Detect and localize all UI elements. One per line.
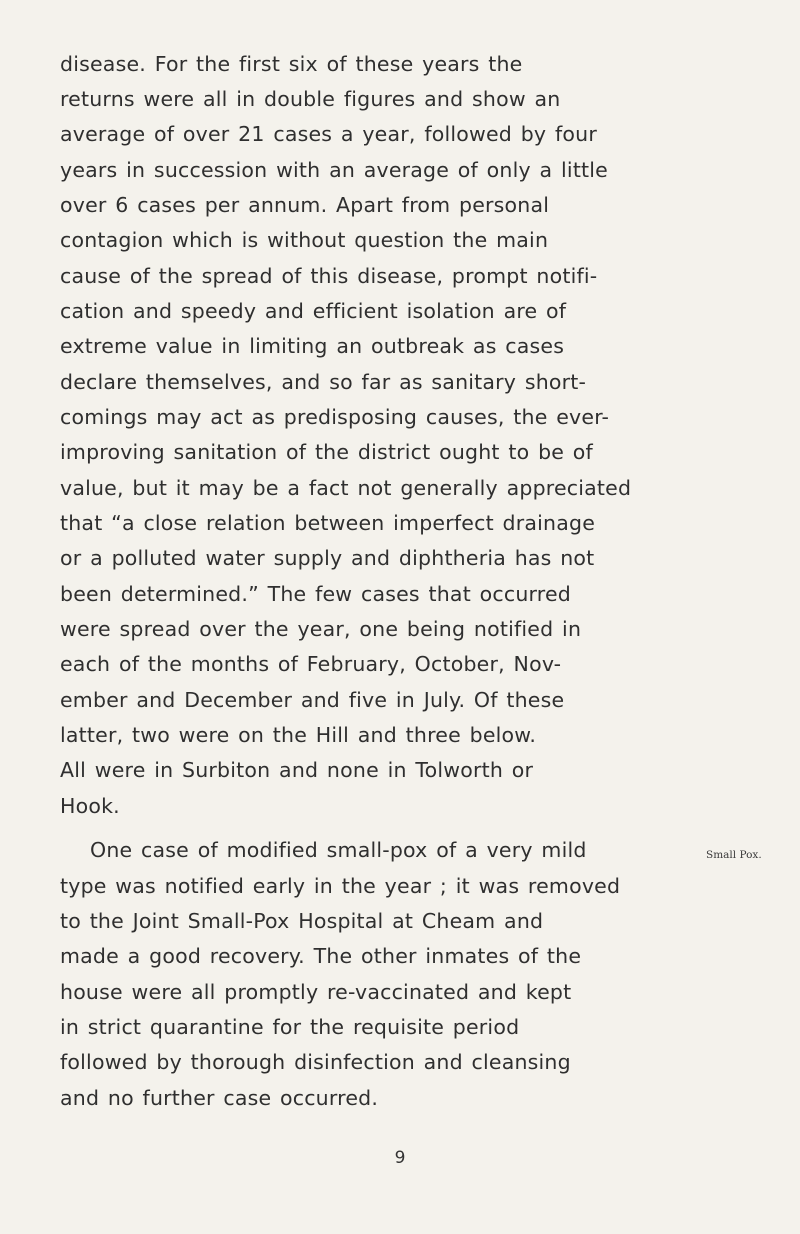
text-line: that “a close relation between imperfect drainage — [60, 511, 596, 535]
text-line: improving sanitation of the district ought to be of — [60, 440, 593, 464]
text-line: value, but it may be a fact not generally appreciated — [60, 476, 632, 500]
text-line: to the Joint Small-Pox Hospital at Cheam and — [60, 909, 544, 933]
text-line: years in succession with an average of only a little — [60, 158, 608, 182]
text-line: been determined.” The few cases that occurred — [60, 582, 571, 606]
text-line: returns were all in double figures and show an — [60, 87, 561, 111]
text-line: type was notified early in the year ; it was removed — [60, 874, 621, 898]
text-line: made a good recovery. The other inmates of the — [60, 944, 582, 968]
text-line: average of over 21 cases a year, followed by four — [60, 122, 597, 146]
text-line: in strict quarantine for the requisite period — [60, 1015, 520, 1039]
text-line: contagion which is without question the main — [60, 228, 549, 252]
text-line: ember and December and five in July. Of these — [60, 688, 565, 712]
text-line: Hook. — [60, 794, 120, 818]
text-line: house were all promptly re-vaccinated and kept — [60, 980, 572, 1004]
page-number: 9 — [394, 1148, 406, 1168]
text-line: followed by thorough disinfection and cleansing — [60, 1050, 571, 1074]
text-line: cation and speedy and efficient isolation are of — [60, 299, 567, 323]
text-line: One case of modified small-pox of a very mild — [90, 838, 587, 862]
text-line: latter, two were on the Hill and three below. — [60, 723, 537, 747]
text-line: cause of the spread of this disease, prompt notifi- — [60, 264, 598, 288]
text-line: and no further case occurred. — [60, 1086, 379, 1110]
text-line: extreme value in limiting an outbreak as cases — [60, 334, 565, 358]
text-line: All were in Surbiton and none in Tolworth or — [60, 758, 534, 782]
text-line: disease. For the first six of these years the — [60, 52, 523, 76]
text-line: were spread over the year, one being notified in — [60, 617, 582, 641]
text-line: each of the months of February, October, Nov- — [60, 652, 562, 676]
text-line: over 6 cases per annum. Apart from personal — [60, 193, 550, 217]
text-line: declare themselves, and so far as sanitary short- — [60, 370, 587, 394]
text-line: or a polluted water supply and diphtheria has not — [60, 546, 595, 570]
text-line: comings may act as predisposing causes, the ever- — [60, 405, 610, 429]
margin-note: Small Pox. — [706, 849, 762, 861]
